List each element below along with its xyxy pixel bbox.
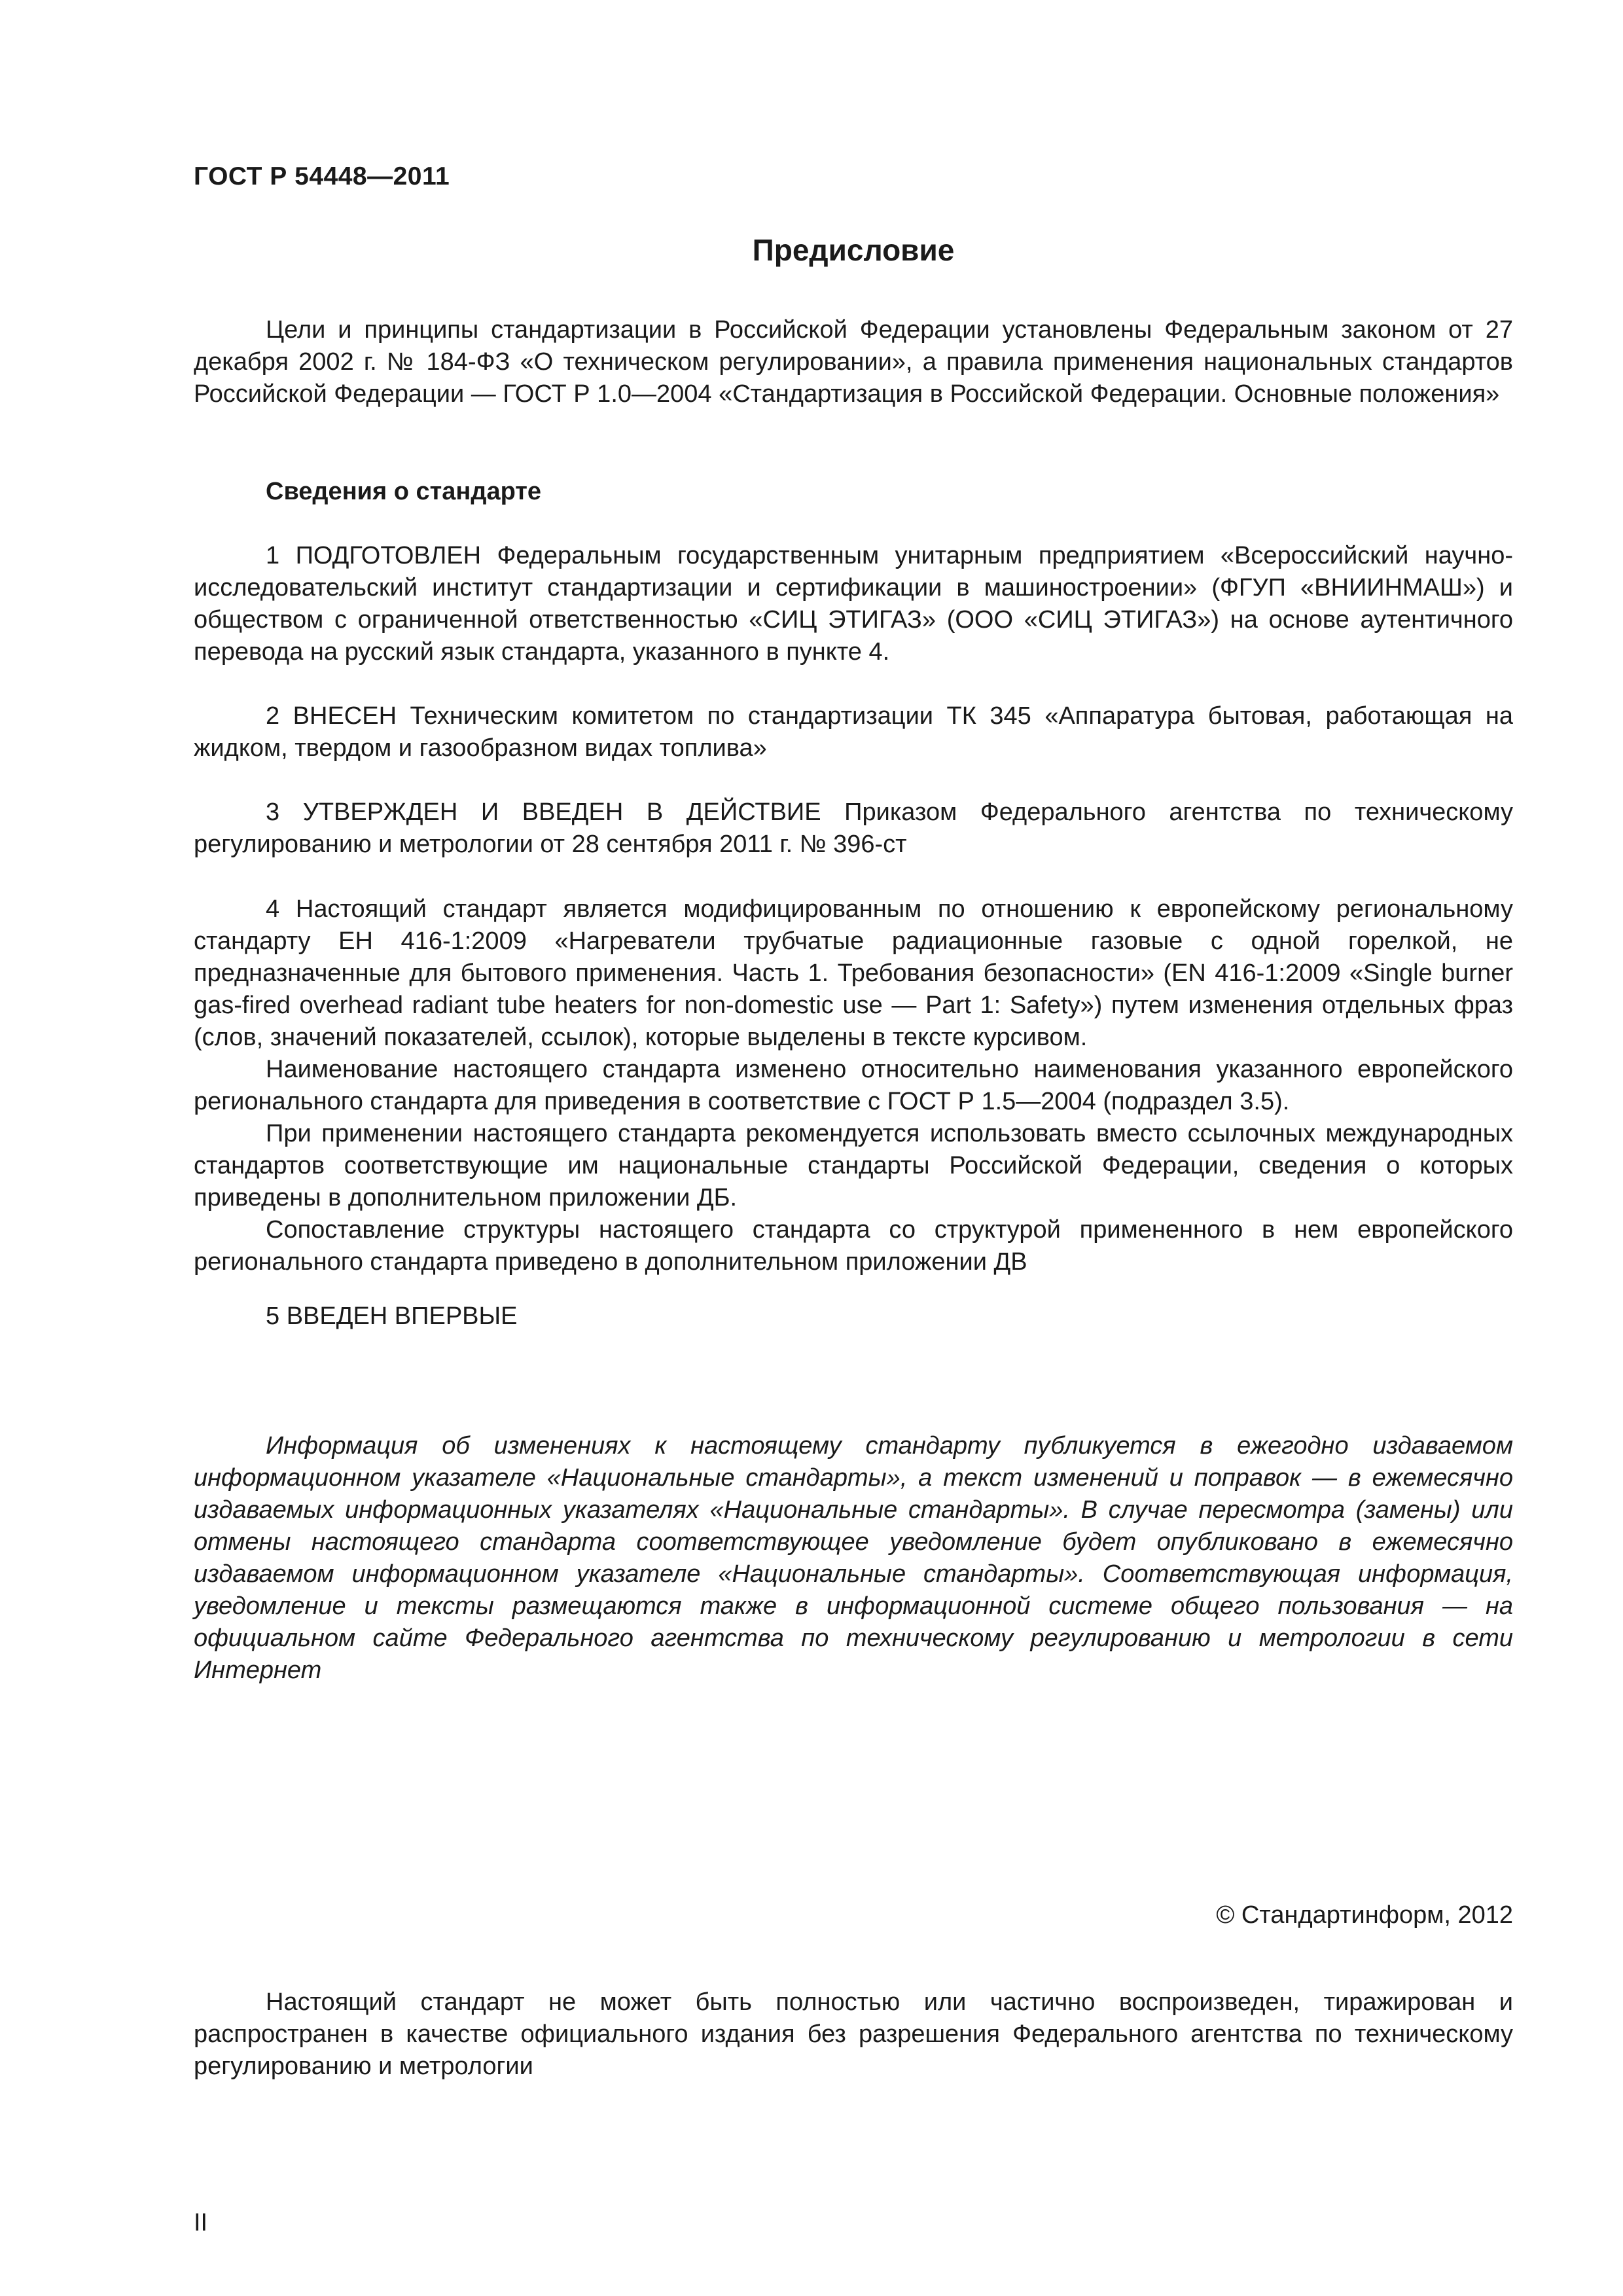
- document-page: [194, 0, 1513, 2296]
- item-3-paragraph: 3 УТВЕРЖДЕН И ВВЕДЕН В ДЕЙСТВИЕ Приказом Федерального агентства по техническому регулированию и метрологии от 28 сентября 2011 г. № 396-ст: [194, 798, 1513, 858]
- item-5-paragraph: 5 ВВЕДЕН ВПЕРВЫЕ: [266, 1302, 518, 1330]
- standard-code: ГОСТ Р 54448—2011: [194, 162, 450, 190]
- intro-paragraph: Цели и принципы стандартизации в Российской Федерации установлены Федеральным законом от 27 декабря 2002 г. № 184-ФЗ «О техническом регулировании», а правила применения национальных стандартов Российской Федерации — ГОСТ Р 1.0—2004 «Стандартизация в Российской Федерации. Основные положения»: [194, 316, 1513, 408]
- item-4-paragraph: 4 Настоящий стандарт является модифицированным по отношению к европейскому региональному стандарту ЕН 416-1:2009 «Нагреватели трубчатые радиационные газовые с одной горелкой, не предназначенные для бытового применения. Часть 1. Требования безопасности» (EN 416-1:2009 «Single burner gas-fired overhead radiant tube heaters for non-domestic use — Part 1: Safety») путем изменения отдельных фраз (слов, значений показателей, ссылок), которые выделены в тексте курсивом.: [194, 895, 1513, 1051]
- item-4-structure-paragraph: Сопоставление структуры настоящего стандарта со структурой примененного в нем европейского регионального стандарта приведено в дополнительном приложении ДВ: [194, 1216, 1513, 1276]
- reproduction-section: [194, 1986, 1513, 2083]
- copyright-line: © Стандартинформ, 2012: [1216, 1901, 1513, 1929]
- notice-section: [194, 1430, 1513, 1687]
- item-4-section: [194, 893, 1513, 1278]
- notice-paragraph: Информация об изменениях к настоящему стандарту публикуется в ежегодно издаваемом информационном указателе «Национальные стандарты», а текст изменений и поправок — в ежемесячно издаваемых информационных указателях «Национальные стандарты». В случае пересмотра (замены) или отмены настоящего стандарта соответствующее уведомление будет опубликовано в ежемесячно издаваемом информационном указателе «Национальные стандарты». Соответствующая информация, уведомление и тексты размещаются также в информационной системе общего пользования — на официальном сайте Федерального агентства по техническому регулированию и метрологии в сети Интернет: [194, 1432, 1513, 1684]
- item-1-paragraph: 1 ПОДГОТОВЛЕН Федеральным государственным унитарным предприятием «Всероссийский научно-исследовательский институт стандартизации и сертификации в машиностроении» (ФГУП «ВНИИНМАШ») и обществом с ограниченной ответственностью «СИЦ ЭТИГАЗ» (ООО «СИЦ ЭТИГАЗ») на основе аутентичного перевода на русский язык стандарта, указанного в пункте 4.: [194, 542, 1513, 666]
- item-2-section: [194, 700, 1513, 764]
- item-2-paragraph: 2 ВНЕСЕН Техническим комитетом по стандартизации ТК 345 «Аппаратура бытовая, работающая на жидком, твердом и газообразном видах топлива»: [194, 702, 1513, 762]
- item-4-name-paragraph: Наименование настоящего стандарта изменено относительно наименования указанного европейского регионального стандарта для приведения в соответствие с ГОСТ Р 1.5—2004 (подраздел 3.5).: [194, 1056, 1513, 1115]
- item-3-section: [194, 797, 1513, 861]
- page-title: Предисловие: [752, 233, 955, 267]
- item-4-references-paragraph: При применении настоящего стандарта рекомендуется использовать вместо ссылочных международных стандартов соответствующие им национальные стандарты Российской Федерации, сведения о которых приведены в дополнительном приложении ДБ.: [194, 1120, 1513, 1211]
- item-1-section: [194, 540, 1513, 668]
- standard-info-heading: Сведения о стандарте: [266, 478, 542, 505]
- page-number: II: [194, 2209, 208, 2236]
- reproduction-paragraph: Настоящий стандарт не может быть полностью или частично воспроизведен, тиражирован и распространен в качестве официального издания без разрешения Федерального агентства по техническому регулированию и метрологии: [194, 1988, 1513, 2080]
- intro-section: [194, 314, 1513, 410]
